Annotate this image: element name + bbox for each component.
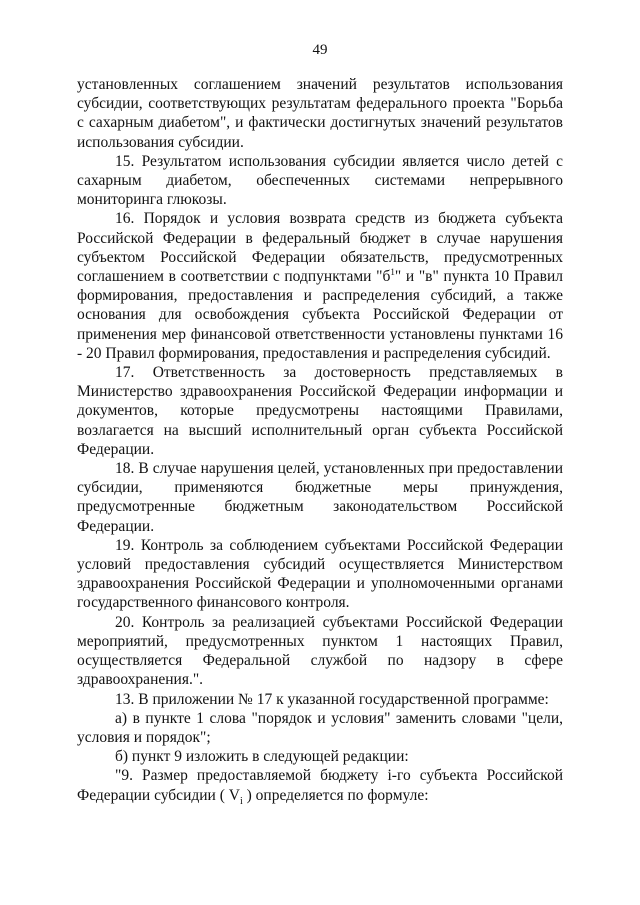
paragraph-16-part-2: " и "в" пункта 10 Правил формирования, предоставления и распределения субсидий, а также основания для освобождения субъекта Российской Федерации от применения мер финансовой ответственности установлены пунктами 16 - 20 Правил формирования, предоставления и распределения субсидий. xyxy=(77,268,563,362)
formula-subscript: i xyxy=(239,795,243,807)
paragraph-15: 15. Результатом использования субсидии является число детей с сахарным диабетом, обеспеченных системами непрерывного мониторинга глюкозы. xyxy=(77,152,563,209)
paragraph-19: 19. Контроль за соблюдением субъектами Российской Федерации условий предоставления субсидий осуществляется Министерством здравоохранения Российской Федерации и уполномоченными органами государственного финансового контроля. xyxy=(77,536,563,612)
paragraph-16-part-1: 16. Порядок и условия возврата средств из бюджета субъекта Российской Федерации в федеральный бюджет в случае нарушения субъектом Российской Федерации обязательств, предусмотренных соглашением в соответствии с подпунктами "б xyxy=(77,210,563,286)
paragraph-9-part-1: "9. Размер предоставляемой бюджету i-го субъекта Российской Федерации субсидии ( V xyxy=(77,767,563,804)
page-number: 49 xyxy=(312,42,328,58)
paragraph-18: 18. В случае нарушения целей, установленных при предоставлении субсидии, применяются бюджетные меры принуждения, предусмотренные бюджетным законодательством Российской Федерации. xyxy=(77,460,563,535)
subpoint-superscript: 1 xyxy=(390,266,395,277)
paragraph-9-part-2: ) определяется по формуле: xyxy=(242,786,429,804)
paragraph-continuation: установленных соглашением значений результатов использования субсидии, соответствующих результатам федерального проекта "Борьба с сахарным диабетом", и фактически достигнутых значений результатов использования субсидии. xyxy=(77,76,563,151)
paragraph-17: 17. Ответственность за достоверность представляемых в Министерство здравоохранения Российской Федерации информации и документов, которые предусмотрены настоящими Правилами, возлагается на высший исполнительный орган субъекта Российской Федерации. xyxy=(77,364,563,458)
paragraph-20: 20. Контроль за реализацией субъектами Российской Федерации мероприятий, предусмотренных пунктом 1 настоящих Правил, осуществляется Федеральной службой по надзору в сфере здравоохранения.". xyxy=(77,613,563,689)
paragraph-9-new xyxy=(77,766,563,807)
subparagraph-b: б) пункт 9 изложить в следующей редакции: xyxy=(115,748,409,766)
paragraph-16 xyxy=(77,209,563,363)
document-body xyxy=(77,75,563,805)
paragraph-13: 13. В приложении № 17 к указанной государственной программе: xyxy=(115,690,549,708)
subparagraph-a: а) в пункте 1 слова "порядок и условия" заменить словами "цели, условия и порядок"; xyxy=(77,709,563,746)
